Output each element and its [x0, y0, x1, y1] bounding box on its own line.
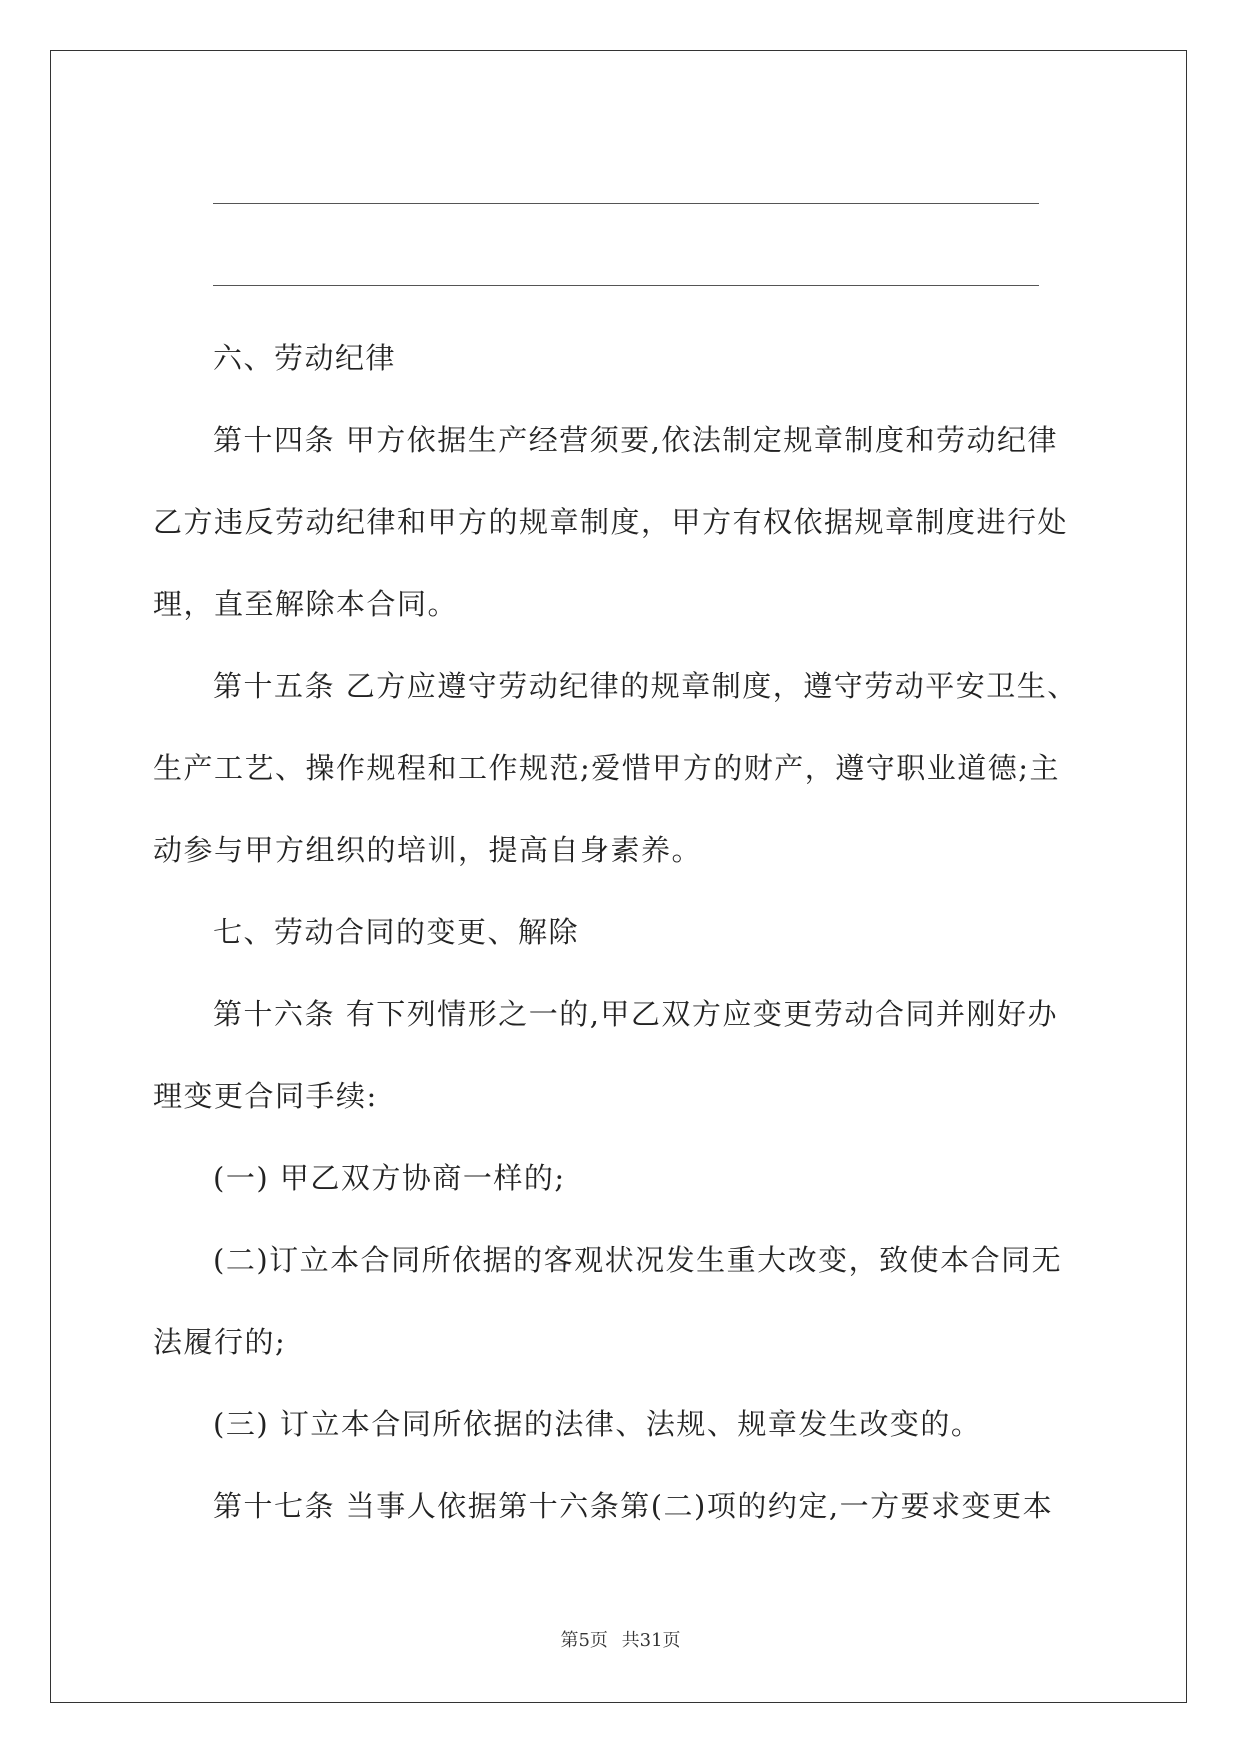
section-heading: 七、劳动合同的变更、解除 — [213, 915, 580, 949]
list-item: (一) 甲乙双方协商一样的; — [213, 1161, 566, 1195]
paragraph-line: 理变更合同手续: — [153, 1079, 378, 1113]
paragraph-line: 理，直至解除本合同。 — [153, 587, 459, 621]
paragraph-line: 动参与甲方组织的培训，提高自身素养。 — [153, 833, 703, 867]
page-footer — [0, 1626, 1241, 1652]
page-border — [50, 50, 1187, 1703]
total-pages: 共31页 — [621, 1630, 681, 1651]
paragraph-line: 第十五条 乙方应遵守劳动纪律的规章制度，遵守劳动平安卫生、 — [213, 669, 1078, 703]
section-heading: 六、劳动纪律 — [213, 341, 397, 375]
blank-fill-line — [213, 285, 1039, 286]
blank-fill-line — [213, 203, 1039, 204]
page-number: 第5页 — [560, 1630, 608, 1651]
paragraph-line: 乙方违反劳动纪律和甲方的规章制度，甲方有权依据规章制度进行处 — [153, 505, 1069, 539]
paragraph-line: 第十四条 甲方依据生产经营须要,依法制定规章制度和劳动纪律 — [213, 423, 1058, 457]
paragraph-line: 法履行的; — [153, 1325, 287, 1359]
list-item: (二)订立本合同所依据的客观状况发生重大改变，致使本合同无 — [213, 1243, 1063, 1277]
list-item: (三) 订立本合同所依据的法律、法规、规章发生改变的。 — [213, 1407, 982, 1441]
paragraph-line: 第十七条 当事人依据第十六条第(二)项的约定,一方要求变更本 — [213, 1489, 1054, 1523]
paragraph-line: 第十六条 有下列情形之一的,甲乙双方应变更劳动合同并刚好办 — [213, 997, 1058, 1031]
paragraph-line: 生产工艺、操作规程和工作规范;爱惜甲方的财产，遵守职业道德;主 — [153, 751, 1061, 785]
